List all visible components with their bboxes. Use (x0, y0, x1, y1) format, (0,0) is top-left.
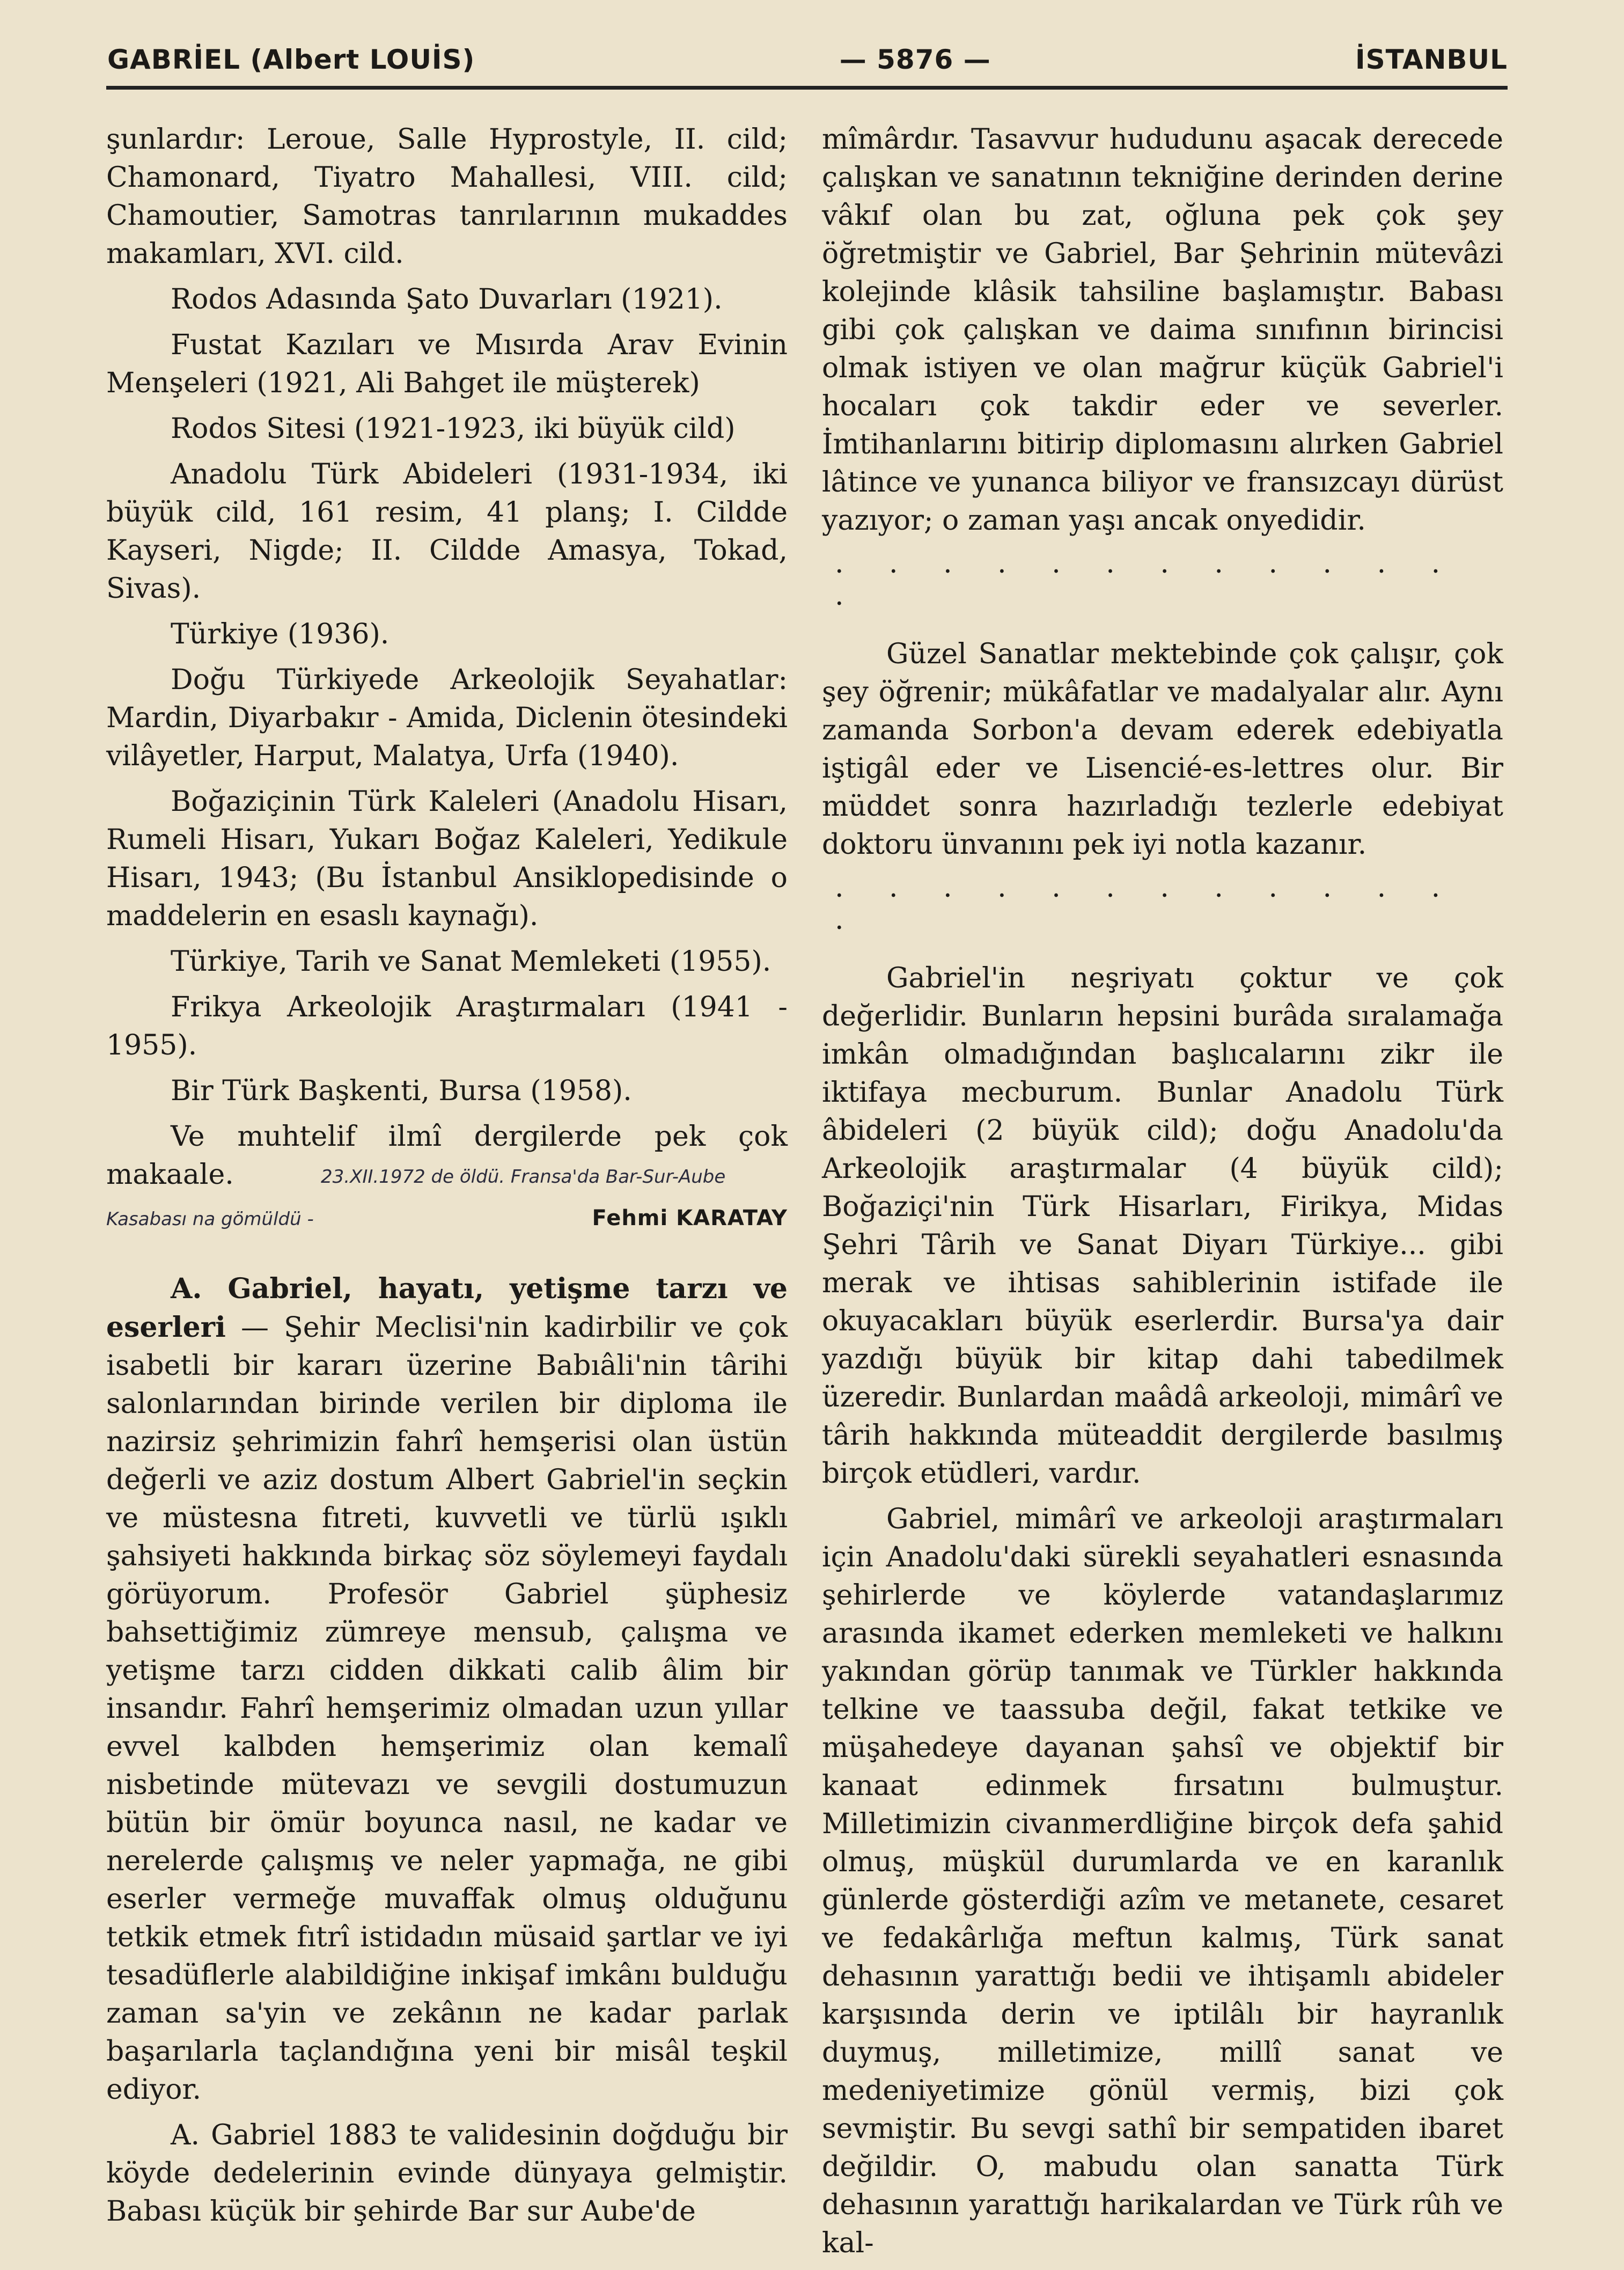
paragraph: Doğu Türkiyede Arkeolojik Seyahatlar: Mardin, Diyarbakır - Amida, Diclenin ötesindeki vilâyetler, Harput, Malatya, Urfa (1940). (106, 664, 788, 772)
paragraph: Ve muhtelif ilmî dergilerde pek çok makaale. (106, 1121, 788, 1191)
paragraph: Fustat Kazıları ve Mısırda Arav Evinin Menşeleri (1921, Ali Bahget ile müşterek) (106, 329, 788, 399)
paragraph: Bir Türk Başkenti, Bursa (1958). (171, 1075, 632, 1107)
paragraph: Anadolu Türk Abideleri (1931-1934, iki büyük cild, 161 resim, 41 planş; I. Cildde Kayseri, Nigde; II. Cildde Amasya, Tokad, Sivas). (106, 458, 788, 605)
paragraph: Gabriel'in neşriyatı çoktur ve çok değerlidir. Bunların hepsini burâda sıralamağa imkân olmadığından başlıcalarını zikr ile iktifaya mecburum. Bunlar Anadolu Türk âbideleri (2 büyük cild); doğu Anadolu'da Arkeolojik araştırmalar (4 büyük cild); Boğaziçi'nin Türk Hisarları, Firikya, Midas Şehri Târih ve Sanat Diyarı Türkiye... gibi merak ve ihtisas sahiblerinin istifade ile okuyacakları büyük eserlerdir. Bursa'ya dair yazdığı büyük bir kitap dahi tabedilmek üzeredir. Bunlardan maâdâ arkeoloji, mimârî ve târih hakkında müteaddit dergilerde basılmış birçok etüdleri, vardır. (822, 962, 1503, 1490)
left-column (106, 121, 788, 2238)
paragraph: Gabriel, mimârî ve arkeoloji araştırmaları için Anadolu'daki sürekli seyahatleri esnasında şehirlerde ve köylerde vatandaşlarımız arasında ikamet ederken memleketi ve halkını yakından görüp tanımak ve Türkler hakkında telkine ve taassuba değil, fakat tetkike ve müşahedeye dayanan şahsî ve objektif bir kanaat edinmek fırsatını bulmuştur. Milletimizin civanmerdliğine birçok defa şahid olmuş, müşkül durumlarda ve en karanlık günlerde gösterdiği azîm ve metanete, cesaret ve fedakârlığa meftun kalmış, Türk sanat dehasının yarattığı bedii ve ihtişamlı abideler karşısında derin ve iptilâlı bir hayranlık duymuş, milletimize, millî sanat ve medeniyetimize gönül vermiş, bizi çok sevmiştir. Bu sevgi sathî bir sempatiden ibaret değildir. O, mabudu olan sanatta Türk dehasının yarattığı harikalardan ve Türk rûh ve kal- (822, 1503, 1503, 2259)
paragraph: Güzel Sanatlar mektebinde çok çalışır, çok şey öğrenir; mükâfatlar ve madalyalar alır. Aynı zamanda Sorbon'a devam ederek edebiyatla iştigâl eder ve Lisencié-es-lettres olur. Bir müddet sonra hazırladığı tezlerle edebiyat doktoru ünvanını pek iyi notla kazanır. (822, 638, 1503, 861)
page-header (107, 35, 1508, 84)
paragraph: A. Gabriel 1883 te validesinin doğduğu bir köyde dedelerinin evinde dünyaya gelmiştir. Babası küçük bir şehirde Bar sur Aube'de (106, 2119, 788, 2228)
handwritten-note-continued: Kasabası na gömüldü - (106, 1209, 314, 1230)
author-signature: Fehmi KARATAY (592, 1206, 788, 1231)
paragraph: mîmârdır. Tasavvur hududunu aşacak derecede çalışkan ve sanatının tekniğine derinden derine vâkıf olan bu zat, oğluna pek çok şey öğretmiştir ve Gabriel, Bar Şehrinin mütevâzi kolejinde klâsik tahsiline başlamıştır. Babası gibi çok çalışkan ve daima sınıfının birincisi olmak istiyen ve olan mağrur küçük Gabriel'i hocaları çok takdir eder ve severler. İmtihanlarını bitirip diplomasını alırken Gabriel lâtince ve yunanca biliyor ve fransızcayı dürüst yazıyor; o zaman yaşı ancak onyedidir. (822, 123, 1503, 537)
section-heading: A. Gabriel, hayatı, yetişme tarzı ve eserleri (106, 1272, 788, 1344)
right-column (822, 121, 1503, 2270)
paragraph: Türkiye (1936). (171, 618, 390, 650)
paragraph: Rodos Sitesi (1921-1923, iki büyük cild) (171, 413, 736, 445)
section-body: — Şehir Meclisi'nin kadirbilir ve çok isabetli bir kararı üzerine Babıâli'nin târihi salonlarından birinde verilen bir diploma ile nazirsiz şehrimizin fahrî hemşerisi olan üstün değerli ve aziz dostum Albert Gabriel'in seçkin ve müstesna fıtreti, kuvvetli ve türlü ışıklı şahsiyeti hakkında birkaç söz söylemeyi faydalı görüyorum. Profesör Gabriel şüphesiz bahsettiğimiz zümreye mensub, çalışma ve yetişme tarzı cidden dikkati calib âlim bir insandır. Fahrî hemşerimiz olmadan uzun yıllar evvel kalbden hemşerimiz olan kemalî nisbetinde mütevazı ve sevgili dostumuzun bütün bir ömür boyunca nasıl, ne kadar ve nerelerde çalışmış ve neler yapmağa, ne gibi eserler vermeğe muvaffak olmuş olduğunu tetkik etmek fıtrî istidadın müsaid şartlar ve iyi tesadüflerle alabildiğine inkişaf imkânı bulduğu zaman sa'yin ve zekânın ne kadar parlak başarılarla taçlandığına yeni bir misâl teşkil ediyor. (106, 1312, 788, 2106)
header-volume-title: İSTANBUL (1355, 44, 1508, 75)
paragraph: Rodos Adasında Şato Duvarları (1921). (171, 283, 723, 316)
header-entry-title: GABRİEL (Albert LOUİS) (107, 44, 475, 75)
ellipsis-divider: . . . . . . . . . . . . . (835, 547, 1459, 612)
paragraph: şunlardır: Leroue, Salle Hyprostyle, II. cild; Chamonard, Tiyatro Mahallesi, VIII. cild; Chamoutier, Samotras tanrılarının mukaddes makamları, XVI. cild. (106, 123, 788, 270)
paragraph: Frikya Arkeolojik Araştırmaları (1941 - 1955). (106, 991, 788, 1061)
handwritten-note: 23.XII.1972 de öldü. Fransa'da Bar-Sur-Aube (321, 1166, 726, 1188)
paragraph: Boğaziçinin Türk Kaleleri (Anadolu Hisarı, Rumeli Hisarı, Yukarı Boğaz Kaleleri, Yedikule Hisarı, 1943; (Bu İstanbul Ansiklopedisinde o maddelerin en esaslı kaynağı). (106, 786, 788, 932)
header-rule (106, 86, 1508, 90)
page-number: — 5876 — (839, 44, 991, 75)
paragraph: Türkiye, Tarih ve Sanat Memleketi (1955). (171, 946, 771, 978)
ellipsis-divider: . . . . . . . . . . . . . (835, 872, 1459, 936)
signature-line (106, 1199, 788, 1237)
section-paragraph (106, 1270, 788, 2109)
